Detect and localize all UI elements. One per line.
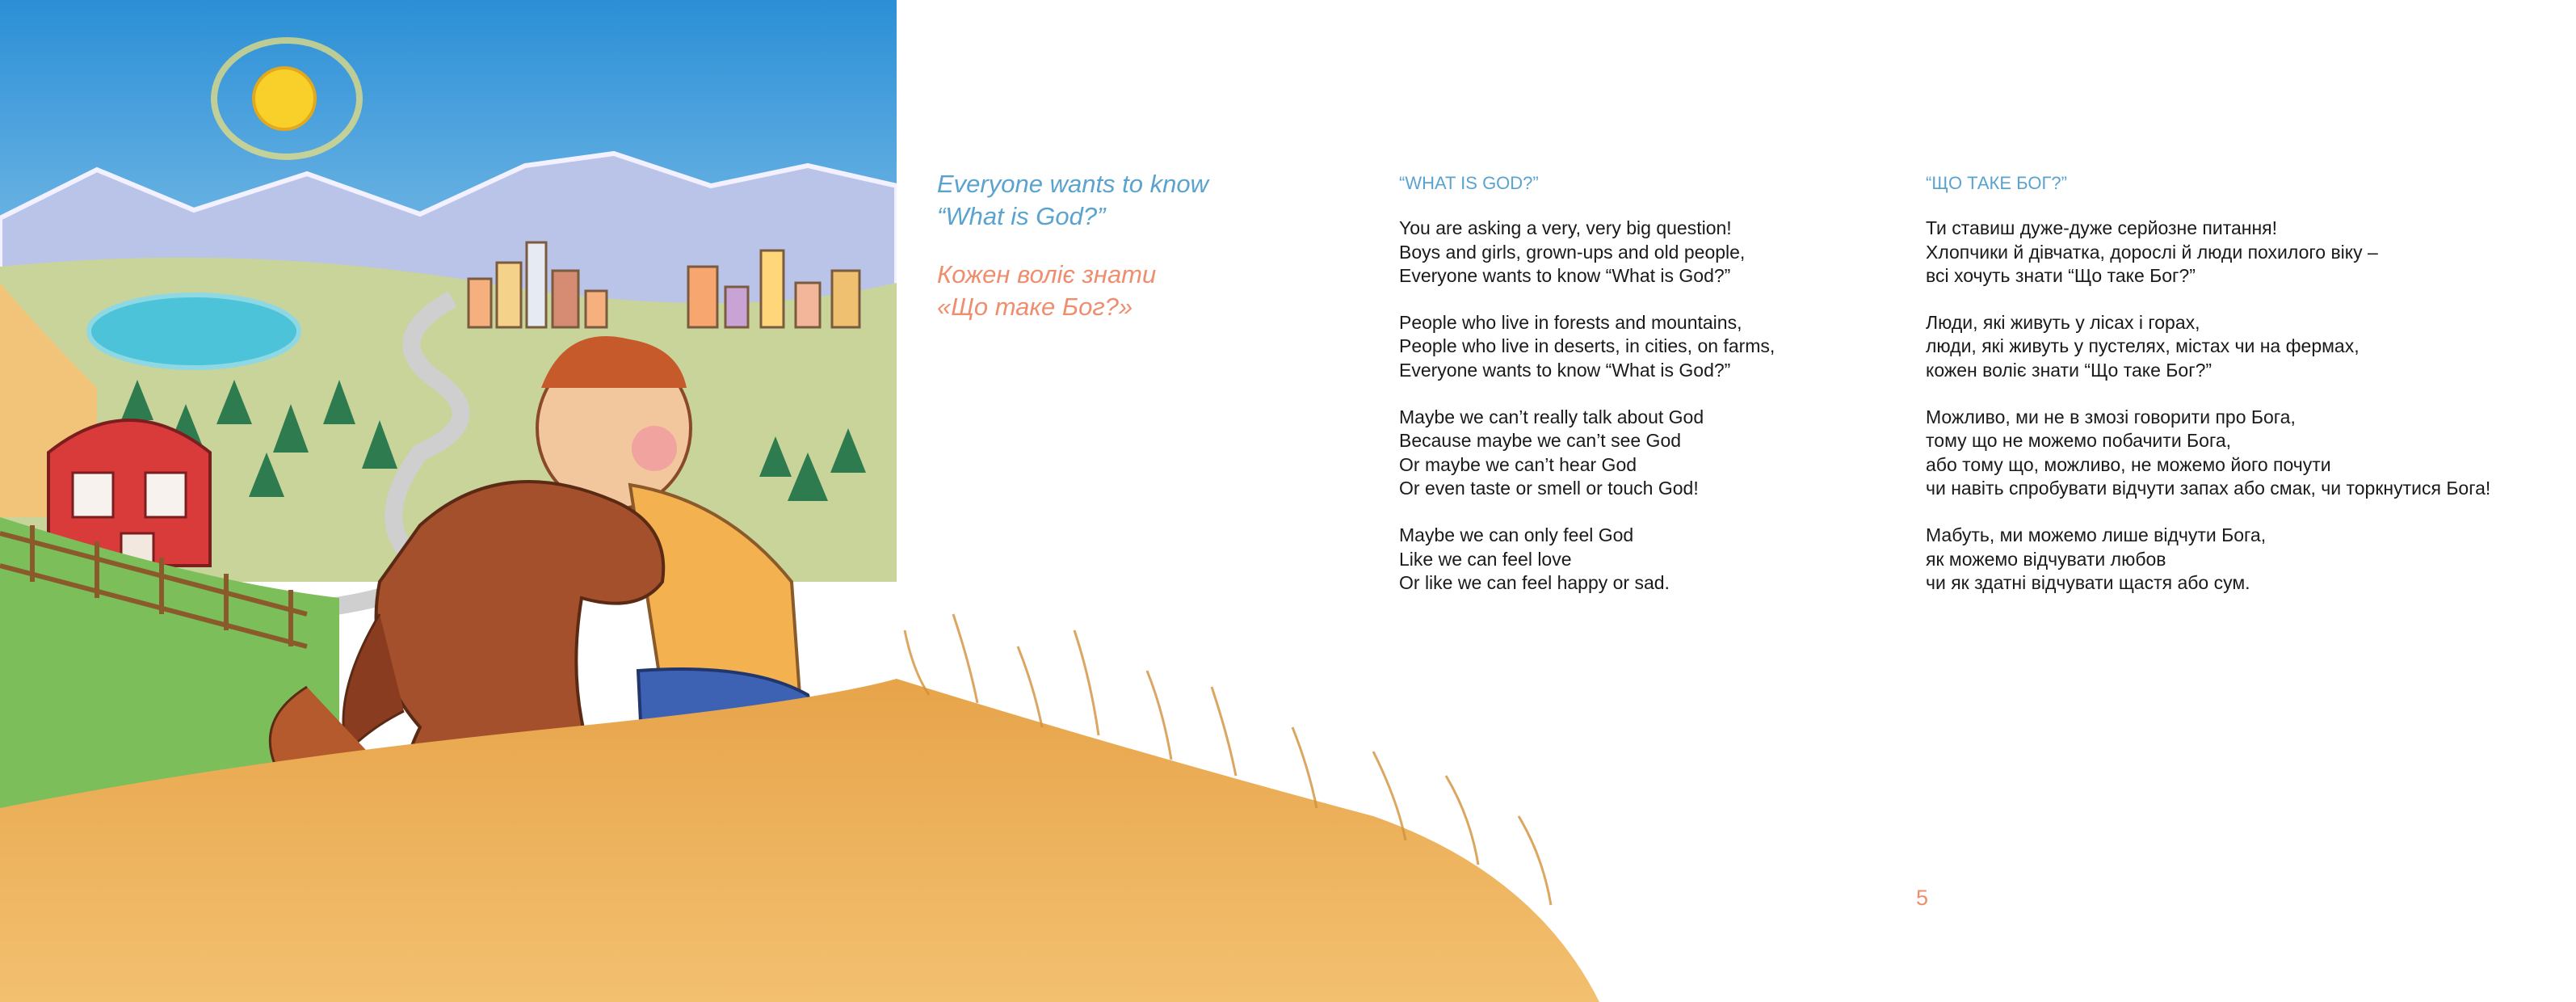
stanza <box>1399 524 1775 595</box>
page-number: 5 <box>1916 886 1929 910</box>
poem-line: чи навіть спробувати відчути запах або смак, чи торкнутися Бога! <box>1926 477 2491 499</box>
poem-line: люди, які живуть у пустелях, містах чи на фермах, <box>1926 335 2360 357</box>
poem-line: або тому що, можливо, не можемо його почути <box>1926 453 2331 475</box>
stanza <box>1926 311 2490 382</box>
poem-line: Хлопчики й дівчатка, дорослі й люди похилого віку – <box>1926 241 2378 263</box>
poem-title: “ЩО ТАКЕ БОГ?” <box>1926 173 2067 193</box>
poem-line: Maybe we can’t really talk about God <box>1399 406 1704 428</box>
poem-line: всі хочуть знати “Що таке Бог?” <box>1926 264 2196 286</box>
stanza <box>1926 217 2490 288</box>
poem-line: Because maybe we can’t see God <box>1399 430 1682 452</box>
poem-line: як можемо відчувати любов <box>1926 548 2166 570</box>
poem-line: You are asking a very, very big question! <box>1399 217 1732 239</box>
poem-line: тому що не можемо побачити Бога, <box>1926 430 2232 452</box>
poem-ukrainian <box>1926 171 2490 618</box>
caption-en-line: Everyone wants to know <box>937 170 1209 198</box>
caption-uk-line: «Що таке Бог?» <box>937 293 1133 321</box>
poem-title: “WHAT IS GOD?” <box>1399 173 1539 193</box>
stanza <box>1399 217 1775 288</box>
poem-line: Maybe we can only feel God <box>1399 524 1634 546</box>
poem-line: Or maybe we can’t hear God <box>1399 453 1637 475</box>
caption-uk <box>937 259 1156 323</box>
lake <box>89 295 299 368</box>
poem-line: Everyone wants to know “What is God?” <box>1399 359 1731 381</box>
poem-line: Люди, які живуть у лісах і горах, <box>1926 312 2200 334</box>
caption-uk-line: Кожен воліє знати <box>937 260 1157 288</box>
poem-line: Like we can feel love <box>1399 548 1572 570</box>
stanza <box>1399 406 1775 500</box>
poem-line: Boys and girls, grown-ups and old people, <box>1399 241 1746 263</box>
poem-english <box>1399 171 1775 618</box>
poem-line: People who live in deserts, in cities, on farms, <box>1399 335 1775 357</box>
poem-line: Everyone wants to know “What is God?” <box>1399 264 1731 286</box>
stanza <box>1926 406 2490 500</box>
caption-en <box>937 168 1208 233</box>
poem-line: чи як здатні відчувати щастя або сум. <box>1926 571 2250 593</box>
caption-en-line: “What is God?” <box>937 202 1106 230</box>
poem-line: Or even taste or smell or touch God! <box>1399 477 1699 499</box>
poem-line: People who live in forests and mountains, <box>1399 312 1742 334</box>
stanza <box>1399 311 1775 382</box>
poem-line: кожен воліє знати “Що таке Бог?” <box>1926 359 2213 381</box>
stanza <box>1926 524 2490 595</box>
poem-line: Ти ставиш дуже-дуже серйозне питання! <box>1926 217 2278 239</box>
wheat-field-right <box>897 614 1599 1002</box>
poem-line: Можливо, ми не в змозі говорити про Бога, <box>1926 406 2296 428</box>
poem-line: Мабуть, ми можемо лише відчути Бога, <box>1926 524 2267 546</box>
poem-line: Or like we can feel happy or sad. <box>1399 571 1670 593</box>
